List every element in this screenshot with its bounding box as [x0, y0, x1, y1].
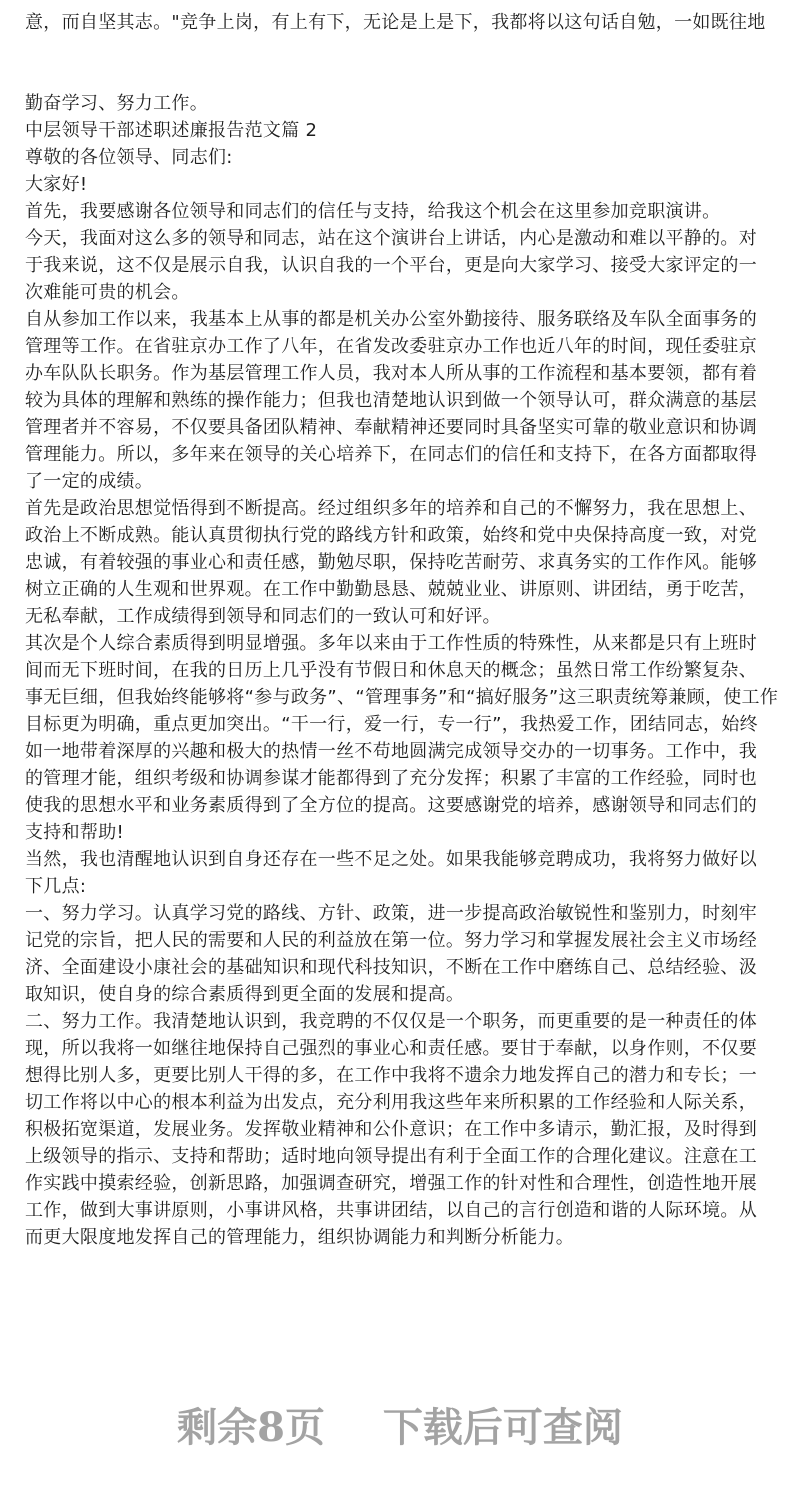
text-line: 了一定的成绩。	[25, 471, 154, 492]
text-line: 自从参加工作以来，我基本上从事的都是机关办公室外勤接待、服务联络及车队全面事务的	[25, 309, 757, 330]
text-line: 事无巨细，但我始终能够将“参与政务”、“管理事务”和“搞好服务”这三职责统筹兼顾，使工作	[25, 687, 779, 708]
text-line: 无私奉献，工作成绩得到领导和同志们的一致认可和好评。	[25, 606, 501, 627]
text-line: 作实践中摸索经验，创新思路，加强调查研究，增强工作的针对性和合理性，创造性地开展	[25, 1173, 757, 1194]
text-line: 取知识，使自身的综合素质得到更全面的发展和提高。	[25, 984, 465, 1005]
text-line: 一、努力学习。认真学习党的路线、方针、政策，进一步提高政治敏锐性和鉴别力，时刻牢	[25, 903, 757, 924]
text-line: 上级领导的指示、支持和帮助；适时地向领导提出有利于全面工作的合理化建议。注意在工	[25, 1146, 757, 1167]
text-line: 忠诚，有着较强的事业心和责任感，勤勉尽职，保持吃苦耐劳、求真务实的工作作风。能够	[25, 552, 757, 573]
text-line: 的管理才能，组织考级和协调参谋才能都得到了充分发挥；积累了丰富的工作经验，同时也	[25, 768, 757, 789]
text-line: 而更大限度地发挥自己的管理能力，组织协调能力和判断分析能力。	[25, 1227, 574, 1248]
text-line: 当然，我也清醒地认识到自身还存在一些不足之处。如果我能够竞聘成功，我将努力做好以	[25, 849, 757, 870]
text-line: 首先，我要感谢各位领导和同志们的信任与支持，给我这个机会在这里参加竞职演讲。	[25, 201, 721, 222]
text-line: 于我来说，这不仅是展示自我，认识自我的一个平台，更是向大家学习、接受大家评定的一	[25, 255, 757, 276]
text-line: 记党的宗旨，把人民的需要和人民的利益放在第一位。努力学习和掌握发展社会主义市场经	[25, 930, 757, 951]
text-line: 中层领导干部述职述廉报告范文篇 2	[25, 120, 318, 141]
text-line: 尊敬的各位领导、同志们:	[25, 147, 233, 168]
text-line: 其次是个人综合素质得到明显增强。多年以来由于工作性质的特殊性，从来都是只有上班时	[25, 633, 757, 654]
text-line: 较为具体的理解和熟练的操作能力；但我也清楚地认识到做一个领导认可，群众满意的基层	[25, 390, 757, 411]
text-line: 下几点:	[25, 876, 87, 897]
text-line: 使我的思想水平和业务素质得到了全方位的提高。这要感谢党的培养，感谢领导和同志们的	[25, 795, 757, 816]
text-line: 次难能可贵的机会。	[25, 282, 190, 303]
text-line: 如一地带着深厚的兴趣和极大的热情一丝不苟地圆满完成领导交办的一切事务。工作中，我	[25, 741, 757, 762]
text-line: 树立正确的人生观和世界观。在工作中勤勤恳恳、兢兢业业、讲原则、讲团结，勇于吃苦，	[25, 579, 757, 600]
text-line: 积极拓宽渠道，发展业务。发挥敬业精神和公仆意识；在工作中多请示，勤汇报，及时得到	[25, 1119, 757, 1140]
text-line: 管理能力。所以，多年来在领导的关心培养下，在同志们的信任和支持下，在各方面都取得	[25, 444, 757, 465]
download-banner[interactable]	[0, 1396, 800, 1453]
text-line: 想得比别人多，更要比别人干得的多，在工作中我将不遗余力地发挥自己的潜力和专长；一	[25, 1065, 757, 1086]
remaining-pages-label: 剩余8页	[177, 1404, 325, 1451]
text-line: 目标更为明确，重点更加突出。“干一行，爱一行，专一行”，我热爱工作，团结同志，始终	[25, 714, 758, 735]
text-line: 间而无下班时间，在我的日历上几乎没有节假日和休息天的概念；虽然日常工作纷繁复杂、	[25, 660, 757, 681]
text-line: 意，而自坚其志。"竞争上岗，有上有下，无论是上是下，我都将以这句话自勉，一如既往地	[25, 12, 766, 33]
text-line: 二、努力工作。我清楚地认识到，我竞聘的不仅仅是一个职务，而更重要的是一种责任的体	[25, 1011, 757, 1032]
text-line: 管理等工作。在省驻京办工作了八年，在省发改委驻京办工作也近八年的时间，现任委驻京	[25, 336, 757, 357]
text-line: 切工作将以中心的根本利益为出发点，充分利用我这些年来所积累的工作经验和人际关系，	[25, 1092, 757, 1113]
text-line: 今天，我面对这么多的领导和同志，站在这个演讲台上讲话，内心是激动和难以平静的。对	[25, 228, 757, 249]
text-line: 支持和帮助!	[25, 822, 125, 843]
text-line: 管理者并不容易，不仅要具备团队精神、奉献精神还要同时具备坚实可靠的敬业意识和协调	[25, 417, 757, 438]
text-line: 济、全面建设小康社会的基础知识和现代科技知识，不断在工作中磨练自己、总结经验、汲	[25, 957, 757, 978]
download-to-view-label[interactable]: 下载后可查阅	[382, 1404, 623, 1451]
text-line: 大家好!	[25, 174, 88, 195]
text-line: 勤奋学习、努力工作。	[25, 93, 208, 114]
text-line: 工作，做到大事讲原则，小事讲风格，共事讲团结，以自己的言行创造和谐的人际环境。从	[25, 1200, 757, 1221]
text-line: 办车队队长职务。作为基层管理工作人员，我对本人所从事的工作流程和基本要领，都有着	[25, 363, 757, 384]
text-line: 政治上不断成熟。能认真贯彻执行党的路线方针和政策，始终和党中央保持高度一致，对党	[25, 525, 757, 546]
text-line: 首先是政治思想觉悟得到不断提高。经过组织多年的培养和自己的不懈努力，我在思想上、	[25, 498, 757, 519]
text-line: 现，所以我将一如继往地保持自己强烈的事业心和责任感。要甘于奉献，以身作则，不仅要	[25, 1038, 757, 1059]
